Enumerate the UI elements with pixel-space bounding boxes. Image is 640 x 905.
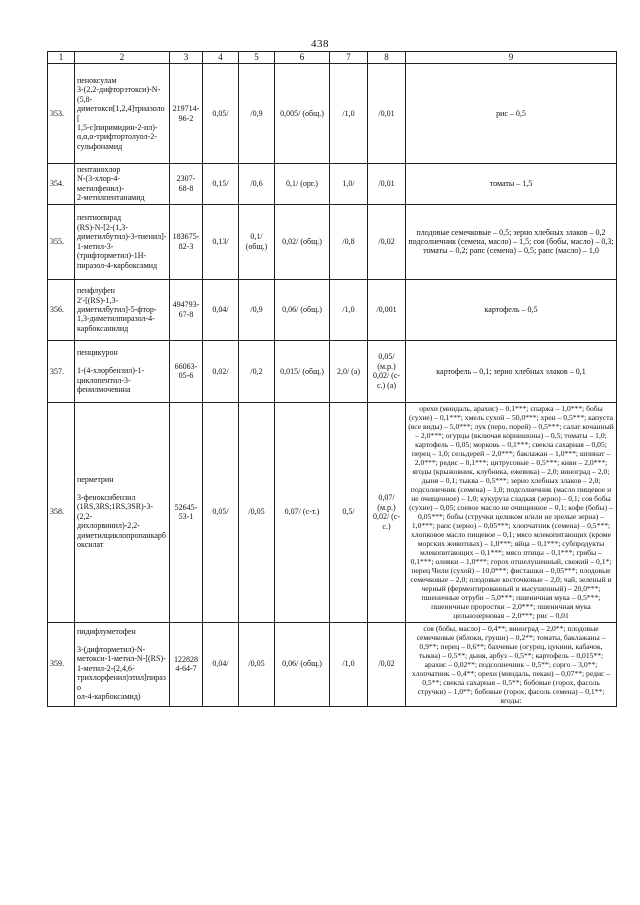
name-line: (1RS,3RS;1RS,3SR)-3-(2,2- <box>77 502 154 521</box>
cell-col5: /0,2 <box>239 340 275 402</box>
substance-name <box>75 279 170 340</box>
cell-col7: 0,5/ <box>330 402 368 622</box>
name-line: трихлорфенил)этил]пиразо <box>77 673 166 692</box>
food-residue-limits: плодовые семечковые – 0,5; зерно хлебных злаков – 0,2 подсолнечник (семена, масло) – 1,5; соя (бобы, масло) – 0,3; томаты – 0,2; рапс (семена) – 0,5; рапс (масло) – 1,0 <box>406 204 617 279</box>
table-row <box>48 622 617 706</box>
cell-col8: 0,07/ (м.р.) 0,02/ (с-с.) <box>368 402 406 622</box>
name-line: пеноксулам <box>77 75 117 85</box>
name-line: α,α,α-трифтортолуол-2- <box>77 132 157 142</box>
name-line: дихлорвинил)-2,2- <box>77 521 140 531</box>
name-line: циклопентил-3- <box>77 375 131 385</box>
column-number: 5 <box>239 52 275 64</box>
cell-col6: 0,005/ (общ.) <box>275 64 330 164</box>
cell-col6: 0,06/ (общ.) <box>275 622 330 706</box>
cell-col5: /0,6 <box>239 164 275 205</box>
name-line: сульфонамид <box>77 141 123 151</box>
cell-col4: 0,05/ <box>203 64 239 164</box>
name-line: пентанохлор <box>77 165 121 174</box>
cell-col6: 0,1/ (орг.) <box>275 164 330 205</box>
name-line: 1-(4-хлорбензил)-1- <box>77 366 145 376</box>
name-line: пенфлуфен <box>77 286 115 296</box>
row-number: 359. <box>48 622 75 706</box>
name-gap <box>77 357 167 366</box>
name-line: метокси-1-метил-N-[(RS)- <box>77 654 166 664</box>
name-line: (5,8- <box>77 94 93 104</box>
cell-col6: 0,07/ (с-т.) <box>275 402 330 622</box>
cell-col7: /1,0 <box>330 64 368 164</box>
name-line: ол-4-карбоксамид) <box>77 692 141 702</box>
cell-col6: 0,015/ (общ.) <box>275 340 330 402</box>
cell-col4: 0,15/ <box>203 164 239 205</box>
name-line: 1,5-с]пиримидин-2-ил)- <box>77 122 158 132</box>
name-line: 1-метил-3- <box>77 241 114 251</box>
name-line: пентиопирад <box>77 213 122 223</box>
row-number: 358. <box>48 402 75 622</box>
name-line: 2-метилпентанамид <box>77 193 145 203</box>
cell-col4: 0,04/ <box>203 279 239 340</box>
cas-number: 2307-68-8 <box>170 164 203 205</box>
food-residue-limits: соя (бобы, масло) – 0,4**; виноград – 2,0**; плодовые семечковые (яблоки, груши) – 0,2**; томаты, баклажаны – 0,9**; перец – 0,6**; бахчевые (огурец, цукини, кабачок, тыква) – 0,5**; дыня, арбуз – 0,5**; картофель – 0,015**; арахис – 0,02**; подсолнечник – 0,5**; сорго – 3,0**; хлопчатник – 0,4**; орехи (миндаль, пекан) – 0,07**; редис – 0,5**; свекла сахарная – 0,5**; бобовые (горох, фасоль стручки) – 1,0**; бобовые (горох, фасоль семена) – 0,1**; ягоды: <box>406 622 617 706</box>
cell-col8: /0,001 <box>368 279 406 340</box>
substance-name <box>75 204 170 279</box>
cell-col4: 0,02/ <box>203 340 239 402</box>
name-line: 3-(дифторметил)-N- <box>77 645 146 655</box>
name-line: карбоксанилид <box>77 323 129 333</box>
name-line: оксилат <box>77 540 104 550</box>
name-line: диметилбутил)-3-тиенил]- <box>77 232 167 242</box>
name-line: (RS)-N-[2-(1,3- <box>77 222 128 232</box>
column-number: 8 <box>368 52 406 64</box>
cell-col4: 0,13/ <box>203 204 239 279</box>
cell-col6: 0,02/ (общ.) <box>275 204 330 279</box>
cell-col4: 0,04/ <box>203 622 239 706</box>
page-number: 438 <box>311 38 329 50</box>
food-residue-limits: рис – 0,5 <box>406 64 617 164</box>
row-number: 355. <box>48 204 75 279</box>
column-number: 3 <box>170 52 203 64</box>
cas-number: 52645-53-1 <box>170 402 203 622</box>
substance-name <box>75 164 170 205</box>
row-number: 353. <box>48 64 75 164</box>
cell-col7: /1,0 <box>330 622 368 706</box>
name-line: диметилбутил]-5-фтор- <box>77 305 157 315</box>
cell-col7: 1,0/ <box>330 164 368 205</box>
column-number: 7 <box>330 52 368 64</box>
name-line: N-(3-хлор-4-метилфенил)- <box>77 174 124 193</box>
name-line: 3-феноксибензил <box>77 493 136 503</box>
cell-col8: /0,02 <box>368 204 406 279</box>
cas-number: 219714-96-2 <box>170 64 203 164</box>
cell-col5: 0,1/ (общ.) <box>239 204 275 279</box>
substance-name <box>75 622 170 706</box>
cell-col5: /0,9 <box>239 64 275 164</box>
substance-name <box>75 64 170 164</box>
substance-name <box>75 340 170 402</box>
food-residue-limits: орехи (миндаль, арахис) – 0,1***; спаржа – 1,0***; бобы (сухие) – 0,1***; хмель сухой – 50,0***; хрен – 0,5***; капуста (все виды) – 5,0***; лук (перо, порей) – 0,5***; салат кочанный – 2,0***; огурцы (включая корнишоны) – 0,5; томаты – 1,0; картофель – 0,05; морковь – 0,1***; свекла сахарная – 0,05; перец – 1,0; сельдерей – 2,0***; баклажан – 1,0***; шпинат – 2,0***; редис – 0,1***; цитрусовые – 0,5***; киви – 2,0***; ягоды (крыжовник, клубника, ежевика) – 2,0; виноград – 2,0; дыня – 0,1; тыква – 0,5***; зерно хлебных злаков – 2,0; подсолнечник (семена) – 1,0; подсолнечник (масло пищевое и не очищенное) – 1,0; кукуруза сладкая (зерно) – 0,1; соя бобы (сухие) – 0,05; соевое масло не очищенное – 0,1; кофе (бобы) – 0,05***; бобы (стручки целиком и/или не зрелые зерна) – 1,0***; рапс (зерно) – 0,05***; хлопчатник (семена) – 0,5***; хлопковое масло пищевое – 0,1; мясо млекопитающих (кроме морских животных) – 1,0***; яйца – 0,1***; субпродукты млекопитающих – 0,1***; мясо птицы – 0,1***; грибы – 0,1***; оливки – 1,0***; горох отшелушенный, свежий – 0,1*; перец Чили (сухой) – 10,0***; фисташки – 0,05***; плодовые семечковые – 2,0; плодовые косточковые – 2,0; чай, зеленый и черный (ферментированный и высушенный) – 20,0***; пшеничные отруби – 5,0***; пшеничная мука – 0,5***; пшеничные проростки – 2,0***; пшеничная мука цельнозерновая – 2,0***; рис – 0,01 <box>406 402 617 622</box>
name-line: 1-метил-2-(2,4,6- <box>77 663 135 673</box>
cas-number: 66063-05-6 <box>170 340 203 402</box>
name-line: (трифторметил)-1Н- <box>77 251 147 261</box>
cell-col8: /0,02 <box>368 622 406 706</box>
food-residue-limits: томаты – 1,5 <box>406 164 617 205</box>
food-residue-limits: картофель – 0,1; зерно хлебных злаков – 0,1 <box>406 340 617 402</box>
cell-col8: 0,05/ (м.р.) 0,02/ (с-с.) (а) <box>368 340 406 402</box>
name-line: фенилмочевина <box>77 385 131 395</box>
name-line: пиразол-4-карбоксамид <box>77 260 158 270</box>
name-line: 1,3-диметилпиразол-4- <box>77 314 155 324</box>
column-number: 9 <box>406 52 617 64</box>
column-number: 6 <box>275 52 330 64</box>
substance-name <box>75 402 170 622</box>
table-row <box>48 64 617 164</box>
cas-number: 183675-82-3 <box>170 204 203 279</box>
food-residue-limits: картофель – 0,5 <box>406 279 617 340</box>
cell-col7: /0,8 <box>330 204 368 279</box>
hygiene-standards-table <box>47 51 617 707</box>
name-line: перметрин <box>77 474 114 484</box>
name-line: диметилциклопропанкарб <box>77 530 166 540</box>
table-row <box>48 340 617 402</box>
cell-col7: /1,0 <box>330 279 368 340</box>
table-row <box>48 164 617 205</box>
cell-col6: 0,06/ (общ.) <box>275 279 330 340</box>
cell-col4: 0,05/ <box>203 402 239 622</box>
cell-col7: 2,0/ (а) <box>330 340 368 402</box>
column-number-row <box>48 52 617 64</box>
column-number: 1 <box>48 52 75 64</box>
cell-col5: /0,9 <box>239 279 275 340</box>
name-line: 2'-[(RS)-1,3- <box>77 295 119 305</box>
cell-col5: /0,05 <box>239 622 275 706</box>
row-number: 354. <box>48 164 75 205</box>
column-number: 4 <box>203 52 239 64</box>
row-number: 356. <box>48 279 75 340</box>
column-number: 2 <box>75 52 170 64</box>
name-line: пидифлуметофен <box>77 626 136 636</box>
name-gap <box>77 484 167 493</box>
name-gap <box>77 636 167 645</box>
table-row <box>48 402 617 622</box>
table-row <box>48 279 617 340</box>
table-row <box>48 204 617 279</box>
cell-col8: /0,01 <box>368 64 406 164</box>
cas-number: 122828 4-64-7 <box>170 622 203 706</box>
cas-number: 494793-67-8 <box>170 279 203 340</box>
row-number: 357. <box>48 340 75 402</box>
name-line: пенцикурон <box>77 347 118 357</box>
cell-col5: /0,05 <box>239 402 275 622</box>
name-line: диметокси[1,2,4]триазоло[ <box>77 104 165 123</box>
cell-col8: /0,01 <box>368 164 406 205</box>
name-line: 3-(2,2-дифторэтокси)-N- <box>77 85 161 95</box>
